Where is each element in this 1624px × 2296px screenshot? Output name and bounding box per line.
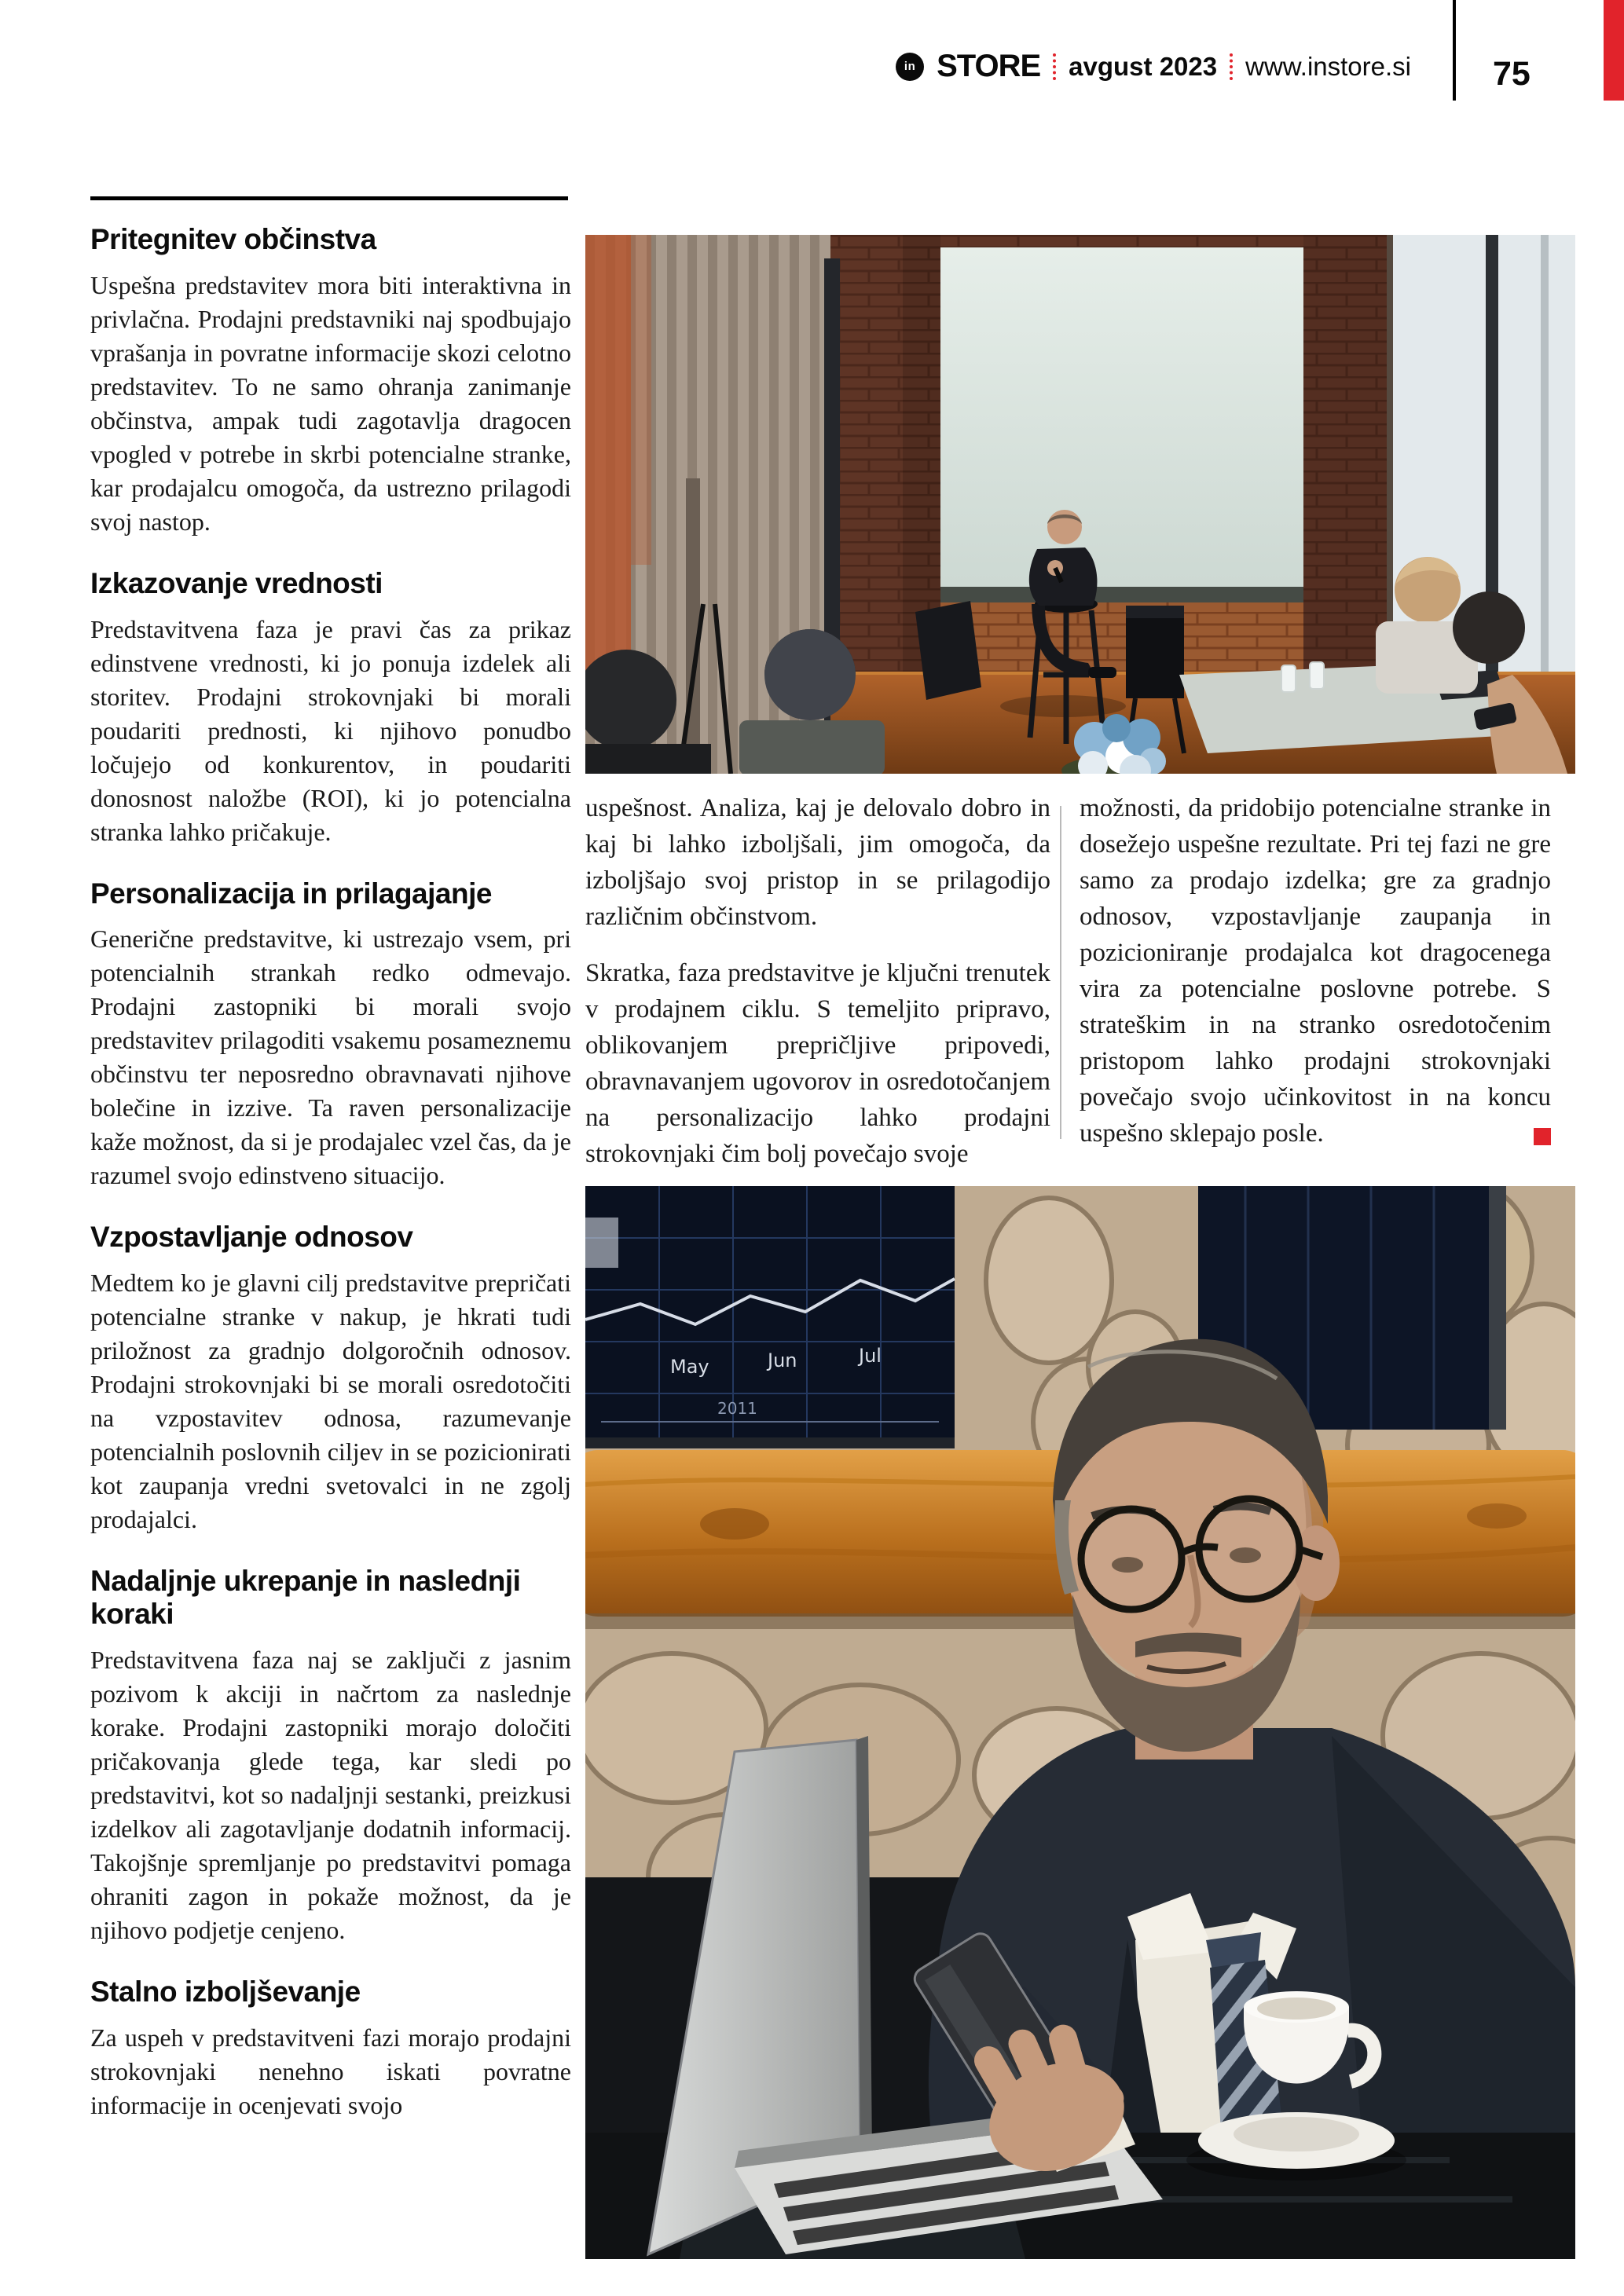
section-heading: Stalno izboljševanje xyxy=(90,1975,361,2008)
page-number: 75 xyxy=(1493,55,1531,93)
paragraph-text: možnosti, da pridobijo potencialne stranke in dosežejo uspešne rezultate. Pri tej fazi ne gre samo za prodajo izdelka; gre za gradnjo odnosov, vzpostavljanje zaupanja in pozicioniranje prodajalca kot dragocenega vira za potencialne poslovne potrebe. S strateškim in na stranko osredotočenim pristopom lahko prodajni strokovnjaki povečajo svojo učinkovitost in na koncu uspešno sklepajo posle. xyxy=(1080,794,1551,1148)
section-heading: Izkazovanje vrednosti xyxy=(90,566,383,599)
tv-year-label: 2011 xyxy=(717,1399,757,1418)
section-heading: Pritegnitev občinstva xyxy=(90,223,376,255)
tv-month-label: May xyxy=(670,1356,709,1378)
section-heading: Nadaljnje ukrepanje in naslednji koraki xyxy=(90,1565,521,1630)
tv-month-label: Jul xyxy=(859,1345,882,1367)
presentation-photo-illustration xyxy=(585,235,1575,774)
photo-businessman-phone xyxy=(585,1186,1575,2259)
masthead-dotted-divider-icon xyxy=(1053,53,1056,80)
section-heading: Vzpostavljanje odnosov xyxy=(90,1221,413,1254)
section-body: Predstavitvena faza naj se zaključi z jasnim pozivom k akciji in načrtom za naslednje korake. Prodajni zastopniki morajo določiti pričakovanja glede tega, kar sledi po predstavitvi, kot so nadaljnji sestanki, preizkusi izdelkov ali zagotavljanje dodatnih informacij. Takojšnje spremljanje po predstavitvi pomaga ohraniti zagon in pokaže možnost, da je njihovo podjetje cenjeno. xyxy=(90,1645,571,1944)
magazine-logo: STORE xyxy=(937,49,1041,83)
section-heading: Personalizacija in prilagajanje xyxy=(90,877,492,910)
section-body: Za uspeh v predstavitveni fazi morajo prodajni strokovnjaki nenehno iskati povratne informacije in ocenjevati svojo xyxy=(90,2023,571,2119)
section-body: Medtem ko je glavni cilj predstavitve prepričati potencialne stranke v nakup, je hkrati tudi priložnost za gradnjo dolgoročnih odnosov. Prodajni strokovnjaki bi se morali osredotočiti na vzpostavitev odnosa, razumevanje potencialnih poslovnih ciljev in se pozicionirati kot zaupanja vredni svetovalci in ne zgolj prodajalci. xyxy=(90,1269,571,1534)
paragraph: Skratka, faza predstavitve je ključni trenutek v prodajnem ciklu. S temeljito pripravo, oblikovanjem prepričljive pripovedi, obravnavanjem ugovorov in osredotočanjem na personalizacijo lahko prodajni strokovnjaki čim bolj povečajo svoje xyxy=(585,959,1050,1168)
masthead-vertical-rule xyxy=(1453,0,1456,101)
article-left-column xyxy=(90,223,571,2122)
paragraph xyxy=(1080,790,1551,1152)
tv-month-label: Jun xyxy=(768,1349,797,1371)
website-url: www.instore.si xyxy=(1245,51,1411,81)
section-body: Predstavitvena faza je pravi čas za prikaz edinstvene vrednosti, ki jo ponuja izdelek ali storitev. Prodajni strokovnjaki bi morali poudariti prednosti, ki njihovo ponudbo ločujejo od konkurentov, in poudariti donosnost naložbe (ROI), ki jo potencialna stranka lahko pričakuje. xyxy=(90,614,571,846)
red-corner-bar xyxy=(1604,0,1624,101)
article-right-column xyxy=(1080,790,1551,1172)
column-divider-rule xyxy=(1060,806,1061,1139)
paragraph: uspešnost. Analiza, kaj je delovalo dobro in kaj bi lahko izboljšali, jim omogoča, da izboljšajo svoj pristop in se prilagodijo različnim občinstvom. xyxy=(585,794,1050,931)
section-body: Generične predstavitve, ki ustrezajo vsem, pri potencialnih strankah redko odmevajo. Prodajni zastopniki bi morali svojo predstavitev prilagoditi vsakemu posameznemu občinstvu ter neposredno obravnavati njihove bolečine in izzive. Ta raven personalizacije kaže možnost, da si je prodajalec vzel čas, da je razumel svojo edinstveno situacijo. xyxy=(90,925,571,1190)
businessman-photo-illustration xyxy=(585,1186,1575,2259)
masthead-dotted-divider-icon xyxy=(1230,53,1233,80)
masthead xyxy=(0,49,1452,84)
section-body: Uspešna predstavitev mora biti interaktivna in privlačna. Prodajni predstavniki naj spodbujajo vprašanja in povratne informacije skozi celotno predstavitev. To ne samo ohranja zanimanje občinstva, ampak tudi zagotavlja dragocen vpogled v potrebe in skrbi potencialne stranke, kar prodajalcu omogoča, da ustrezno prilagodi svoj nastop. xyxy=(90,270,571,536)
section-top-rule xyxy=(90,196,568,200)
article-middle-column xyxy=(585,790,1050,1192)
issue-date: avgust 2023 xyxy=(1069,51,1218,81)
article-end-mark-icon xyxy=(1534,1128,1551,1145)
instore-circle-logo-icon: in xyxy=(896,53,924,81)
photo-presentation-audience xyxy=(585,235,1575,774)
